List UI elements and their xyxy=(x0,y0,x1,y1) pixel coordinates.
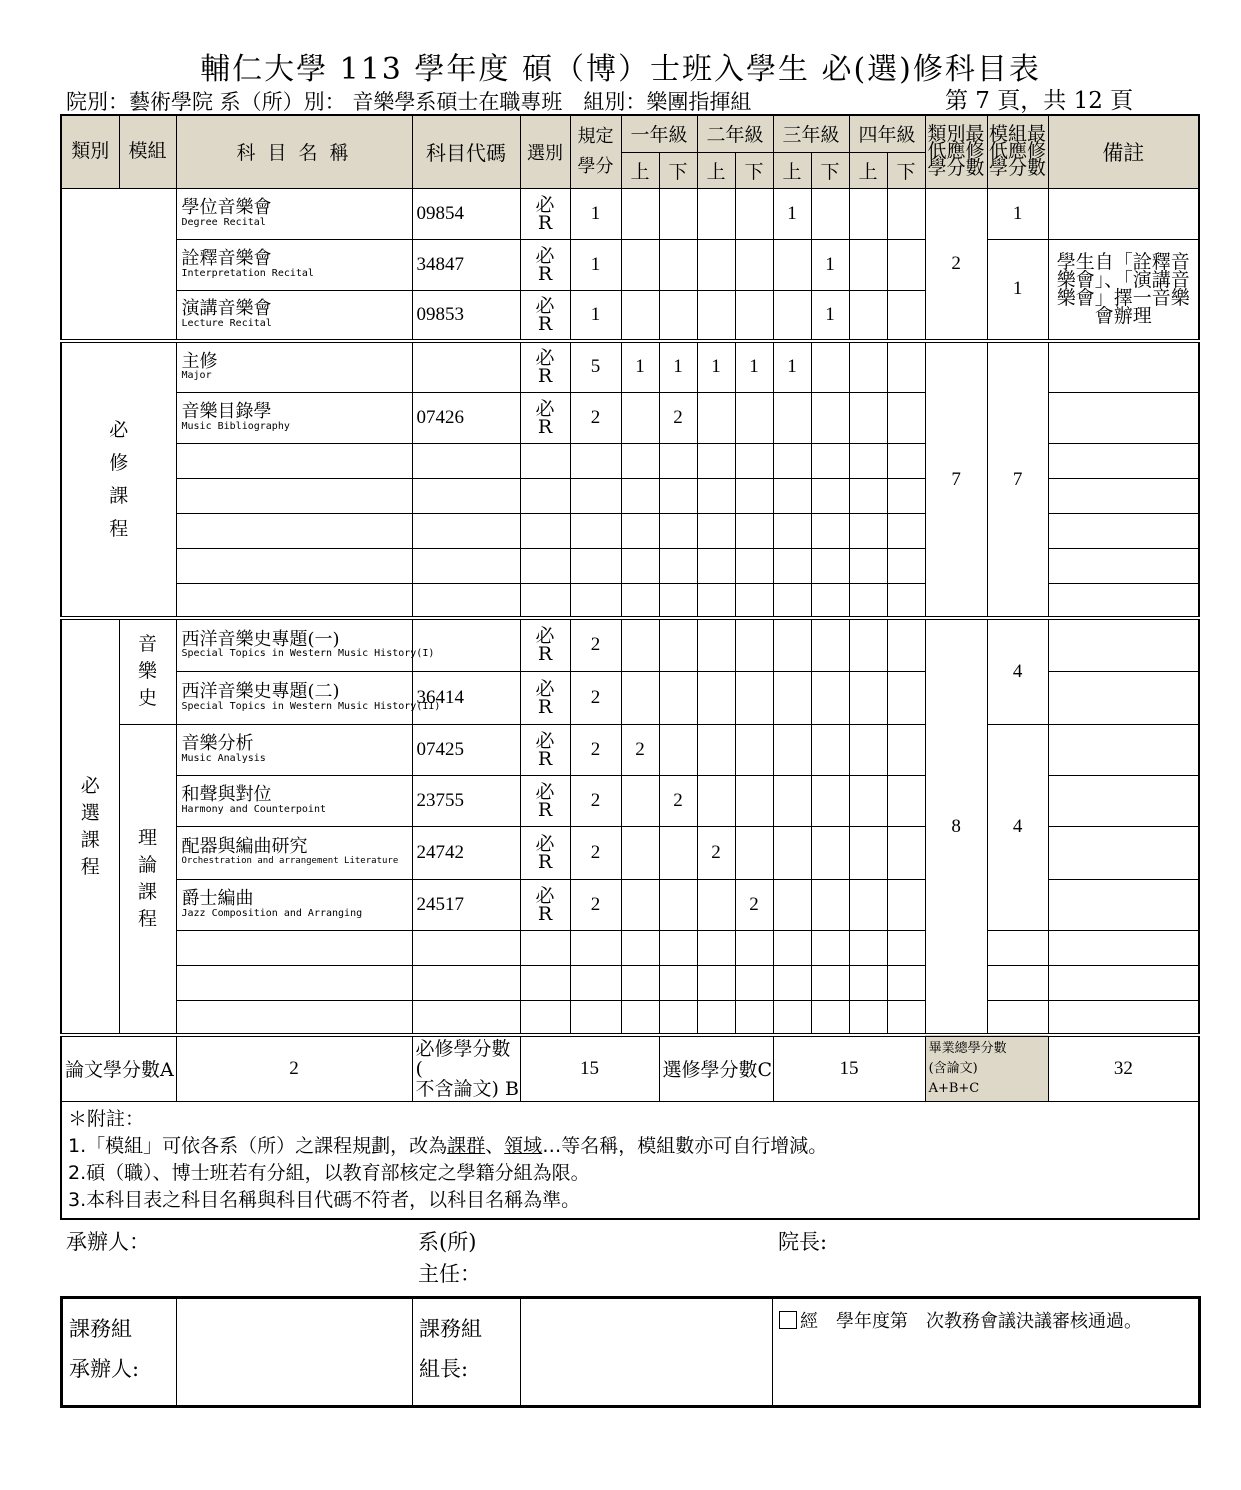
semester-credit xyxy=(621,775,659,826)
total-credits-label: 畢業總學分數 (含論文) A+B+C xyxy=(925,1035,1048,1101)
course-credits: 2 xyxy=(570,775,621,826)
header-semester-lower: 下 xyxy=(887,152,925,188)
semester-credit: 1 xyxy=(773,341,811,392)
semester-credit xyxy=(811,671,849,724)
course-table xyxy=(60,114,1200,1220)
notes xyxy=(61,1101,1199,1219)
header-course-name: 科 目 名 稱 xyxy=(176,115,412,188)
semester-credit xyxy=(735,775,773,826)
course-code xyxy=(412,341,520,392)
semester-credit xyxy=(621,392,659,443)
semester-credit: 1 xyxy=(697,341,735,392)
semester-credit xyxy=(735,724,773,775)
signature-dept: 系(所) xyxy=(418,1230,477,1254)
course-code: 36414 xyxy=(412,671,520,724)
course-credits: 1 xyxy=(570,188,621,239)
semester-credit xyxy=(659,290,697,341)
category-min-credits: 8 xyxy=(925,618,987,1035)
semester-credit: 2 xyxy=(621,724,659,775)
course-credits: 2 xyxy=(570,879,621,930)
course-name-cell xyxy=(176,775,412,826)
semester-credit xyxy=(773,826,811,879)
semester-credit xyxy=(887,188,925,239)
page-title: 輔仁大學 113 學年度 碩（博）士班入學生 必(選)修科目表 xyxy=(200,52,1041,87)
remark-cell xyxy=(1048,188,1199,239)
semester-credit: 2 xyxy=(735,879,773,930)
note-1: 1.「模組」可依各系（所）之課程規劃，改為課群、領域…等名稱，模組數亦可自行增減。 xyxy=(68,1134,828,1157)
course-elective-type: 必 R xyxy=(520,671,570,724)
header-semester-upper: 上 xyxy=(621,152,659,188)
course-name-en: Major xyxy=(181,370,212,382)
course-row xyxy=(61,618,1199,671)
semester-credit xyxy=(849,879,887,930)
remark-cell xyxy=(1048,879,1199,930)
course-name-en: Orchestration and arrangement Literature xyxy=(181,856,399,867)
semester-credit xyxy=(887,239,925,290)
semester-credit xyxy=(773,879,811,930)
module-min-credits: 4 xyxy=(987,618,1048,724)
course-code: 24517 xyxy=(412,879,520,930)
office-handler-label: 課務組 承辦人: xyxy=(62,1298,177,1407)
semester-credit xyxy=(697,879,735,930)
semester-credit xyxy=(697,775,735,826)
semester-credit xyxy=(773,724,811,775)
course-name: 和聲與對位 xyxy=(181,783,272,805)
semester-credit xyxy=(887,775,925,826)
module-min-credits: 7 xyxy=(987,341,1048,618)
header-grade-2: 二年級 xyxy=(697,115,773,152)
required-credits-value: 15 xyxy=(520,1035,659,1101)
semester-credit: 1 xyxy=(811,290,849,341)
semester-credit xyxy=(697,392,735,443)
module-min-credits: 1 xyxy=(987,188,1048,239)
signature-dean: 院長: xyxy=(778,1230,828,1254)
header-category-min-credits: 類別最 低應修 學分數 xyxy=(925,115,987,188)
semester-credit xyxy=(849,188,887,239)
approval-checkbox[interactable] xyxy=(779,1311,797,1329)
category-required-label: 必 修 課 程 xyxy=(61,341,176,618)
remark-cell xyxy=(1048,392,1199,443)
empty-row xyxy=(61,965,1199,1000)
semester-credit xyxy=(621,290,659,341)
category-min-credits: 7 xyxy=(925,341,987,618)
module-music-history-label: 音 樂 史 xyxy=(119,618,176,724)
course-elective-type: 必 R xyxy=(520,879,570,930)
course-credits: 1 xyxy=(570,290,621,341)
course-name-cell xyxy=(176,392,412,443)
semester-credit xyxy=(735,239,773,290)
semester-credit xyxy=(659,618,697,671)
course-name: 音樂目錄學 xyxy=(181,400,272,422)
course-name-cell xyxy=(176,618,435,671)
semester-credit xyxy=(659,879,697,930)
header-semester-upper: 上 xyxy=(849,152,887,188)
course-name-en: Special Topics in Western Music History(II) xyxy=(181,700,441,712)
course-elective-type: 必 R xyxy=(520,775,570,826)
course-name-en: Lecture Recital xyxy=(181,317,272,329)
semester-credit xyxy=(697,618,735,671)
semester-credit xyxy=(621,239,659,290)
thesis-credits-value: 2 xyxy=(176,1035,412,1101)
office-handler-signature xyxy=(177,1298,413,1407)
course-name-en: Jazz Composition and Arranging xyxy=(181,907,363,919)
course-credits: 2 xyxy=(570,826,621,879)
course-credits: 2 xyxy=(570,392,621,443)
semester-credit: 2 xyxy=(697,826,735,879)
semester-credit xyxy=(811,826,849,879)
semester-credit: 1 xyxy=(621,341,659,392)
header-semester-lower: 下 xyxy=(811,152,849,188)
course-elective-type: 必 R xyxy=(520,290,570,341)
course-name-cell xyxy=(176,239,412,290)
semester-credit xyxy=(773,392,811,443)
course-name-cell xyxy=(176,826,412,879)
header-semester-lower: 下 xyxy=(735,152,773,188)
course-name-en: Music Analysis xyxy=(181,752,266,764)
header-module: 模組 xyxy=(119,115,176,188)
note-3: 3.本科目表之科目名稱與科目代碼不符者，以科目名稱為準。 xyxy=(68,1188,581,1211)
course-code: 07425 xyxy=(412,724,520,775)
course-name-cell xyxy=(176,879,412,930)
category-min-credits: 2 xyxy=(925,188,987,341)
semester-credit xyxy=(849,392,887,443)
semester-credit xyxy=(773,775,811,826)
semester-credit xyxy=(887,826,925,879)
office-chief-label: 課務組 組長: xyxy=(413,1298,521,1407)
semester-credit: 1 xyxy=(659,341,697,392)
semester-credit xyxy=(773,618,811,671)
semester-credit: 1 xyxy=(735,341,773,392)
course-code: 09853 xyxy=(412,290,520,341)
required-credits-label: 必修學分數 ( 不含論文) B xyxy=(412,1035,520,1101)
signature-dept-head: 主任： xyxy=(418,1262,481,1286)
notes-title: ＊附註： xyxy=(68,1107,145,1130)
course-code: 24742 xyxy=(412,826,520,879)
course-row xyxy=(61,341,1199,392)
header-semester-upper: 上 xyxy=(697,152,735,188)
notes-row xyxy=(61,1101,1199,1219)
course-name: 主修 xyxy=(181,350,218,372)
semester-credit: 1 xyxy=(811,239,849,290)
total-credits-value: 32 xyxy=(1048,1035,1199,1101)
remark-cell xyxy=(1048,618,1199,671)
signature-handler: 承辦人： xyxy=(66,1230,150,1254)
course-credits: 2 xyxy=(570,671,621,724)
course-elective-type: 必 R xyxy=(520,341,570,392)
note-2: 2.碩（職）、博士班若有分組，以教育部核定之學籍分組為限。 xyxy=(68,1161,590,1184)
course-row xyxy=(61,724,1199,775)
semester-credit xyxy=(849,341,887,392)
header-module-min-credits: 模組最 低應修 學分數 xyxy=(987,115,1048,188)
course-elective-type: 必 R xyxy=(520,826,570,879)
semester-credit xyxy=(849,724,887,775)
semester-credit xyxy=(659,188,697,239)
summary-row xyxy=(61,1035,1199,1101)
module-min-credits: 1 xyxy=(987,239,1048,341)
semester-credit xyxy=(811,188,849,239)
semester-credit xyxy=(811,724,849,775)
semester-credit xyxy=(849,618,887,671)
course-elective-type: 必 R xyxy=(520,239,570,290)
semester-credit: 1 xyxy=(773,188,811,239)
semester-credit xyxy=(887,341,925,392)
course-code: 23755 xyxy=(412,775,520,826)
course-credits: 2 xyxy=(570,724,621,775)
semester-credit xyxy=(659,826,697,879)
course-name-cell xyxy=(176,724,412,775)
header-semester-upper: 上 xyxy=(773,152,811,188)
header-grade-1: 一年級 xyxy=(621,115,697,152)
header-remarks: 備註 xyxy=(1048,115,1199,188)
semester-credit xyxy=(621,188,659,239)
semester-credit xyxy=(621,879,659,930)
semester-credit xyxy=(773,671,811,724)
course-credits: 2 xyxy=(570,618,621,671)
semester-credit xyxy=(849,826,887,879)
elective-credits-label: 選修學分數C xyxy=(659,1035,773,1101)
semester-credit xyxy=(773,290,811,341)
course-code xyxy=(412,618,520,671)
semester-credit xyxy=(735,671,773,724)
header-grade-4: 四年級 xyxy=(849,115,925,152)
course-name: 西洋音樂史專題(二) xyxy=(181,680,340,702)
header-credits: 規定 學分 xyxy=(570,115,621,188)
course-code: 07426 xyxy=(412,392,520,443)
semester-credit xyxy=(735,618,773,671)
semester-credit xyxy=(659,239,697,290)
approval-statement: 經 學年度第 次教務會議決議審核通過。 xyxy=(773,1298,1200,1407)
course-name-en: Interpretation Recital xyxy=(181,267,314,279)
semester-credit xyxy=(887,392,925,443)
semester-credit xyxy=(659,724,697,775)
semester-credit xyxy=(697,671,735,724)
course-elective-type: 必 R xyxy=(520,724,570,775)
course-name: 西洋音樂史專題(一) xyxy=(181,628,340,650)
semester-credit xyxy=(697,188,735,239)
semester-credit xyxy=(887,724,925,775)
remark-cell xyxy=(1048,671,1199,724)
semester-credit xyxy=(697,724,735,775)
approval-table xyxy=(60,1296,1201,1408)
header-course-code: 科目代碼 xyxy=(412,115,520,188)
course-code: 09854 xyxy=(412,188,520,239)
semester-credit xyxy=(735,290,773,341)
semester-credit xyxy=(735,188,773,239)
course-row xyxy=(61,239,1199,290)
semester-credit xyxy=(811,775,849,826)
semester-credit xyxy=(811,392,849,443)
semester-credit xyxy=(849,290,887,341)
semester-credit xyxy=(849,239,887,290)
category-recital xyxy=(61,188,176,341)
remark-cell xyxy=(1048,724,1199,775)
remark-cell xyxy=(1048,775,1199,826)
course-name-cell xyxy=(176,341,412,392)
course-name-cell xyxy=(176,290,412,341)
semester-credit xyxy=(849,671,887,724)
remark-cell xyxy=(1048,826,1199,879)
course-name: 配器與編曲研究 xyxy=(181,836,308,858)
college-department-line: 院別：藝術學院 系（所）別： 音樂學系碩士在職專班 組別：樂團指揮組 xyxy=(66,90,752,114)
course-credits: 5 xyxy=(570,341,621,392)
semester-credit xyxy=(811,341,849,392)
course-code: 34847 xyxy=(412,239,520,290)
semester-credit: 2 xyxy=(659,392,697,443)
semester-credit xyxy=(811,879,849,930)
course-name: 演講音樂會 xyxy=(181,298,272,320)
course-elective-type: 必 R xyxy=(520,392,570,443)
semester-credit xyxy=(697,239,735,290)
semester-credit xyxy=(621,618,659,671)
remark-cell xyxy=(1048,341,1199,392)
header-category: 類別 xyxy=(61,115,119,188)
course-name-cell xyxy=(176,188,412,239)
semester-credit: 2 xyxy=(659,775,697,826)
recital-remark: 學生自「詮釋音樂會」、「演講音樂會」擇一音樂會辦理 xyxy=(1048,239,1199,341)
module-min-credits: 4 xyxy=(987,724,1048,930)
course-name-en: Music Bibliography xyxy=(181,420,290,432)
course-name: 詮釋音樂會 xyxy=(181,247,272,269)
elective-credits-value: 15 xyxy=(773,1035,925,1101)
course-name: 音樂分析 xyxy=(181,732,254,754)
header-elective: 選別 xyxy=(520,115,570,188)
semester-credit xyxy=(659,671,697,724)
semester-credit xyxy=(887,290,925,341)
office-chief-signature xyxy=(521,1298,773,1407)
course-credits: 1 xyxy=(570,239,621,290)
semester-credit xyxy=(849,775,887,826)
semester-credit xyxy=(621,826,659,879)
category-elective-label: 必 選 課 程 xyxy=(61,618,119,1035)
semester-credit xyxy=(735,826,773,879)
course-name-en: Harmony and Counterpoint xyxy=(181,803,326,815)
header-grade-3: 三年級 xyxy=(773,115,849,152)
course-name: 學位音樂會 xyxy=(181,196,272,218)
empty-row xyxy=(61,930,1199,965)
semester-credit xyxy=(773,239,811,290)
thesis-credits-label: 論文學分數A xyxy=(61,1035,176,1101)
course-name-en: Special Topics in Western Music History(I) xyxy=(181,648,435,660)
semester-credit xyxy=(811,618,849,671)
empty-row xyxy=(61,1000,1199,1035)
course-elective-type: 必 R xyxy=(520,188,570,239)
semester-credit xyxy=(621,671,659,724)
course-name: 爵士編曲 xyxy=(181,887,254,909)
semester-credit xyxy=(887,618,925,671)
module-theory-label: 理 論 課 程 xyxy=(119,724,176,1035)
semester-credit xyxy=(697,290,735,341)
semester-credit xyxy=(887,879,925,930)
course-row xyxy=(61,188,1199,239)
course-elective-type: 必 R xyxy=(520,618,570,671)
semester-credit xyxy=(887,671,925,724)
header-semester-lower: 下 xyxy=(659,152,697,188)
course-name-en: Degree Recital xyxy=(181,216,266,228)
semester-credit xyxy=(735,392,773,443)
page-number: 第 7 頁，共 12 頁 xyxy=(945,88,1134,114)
